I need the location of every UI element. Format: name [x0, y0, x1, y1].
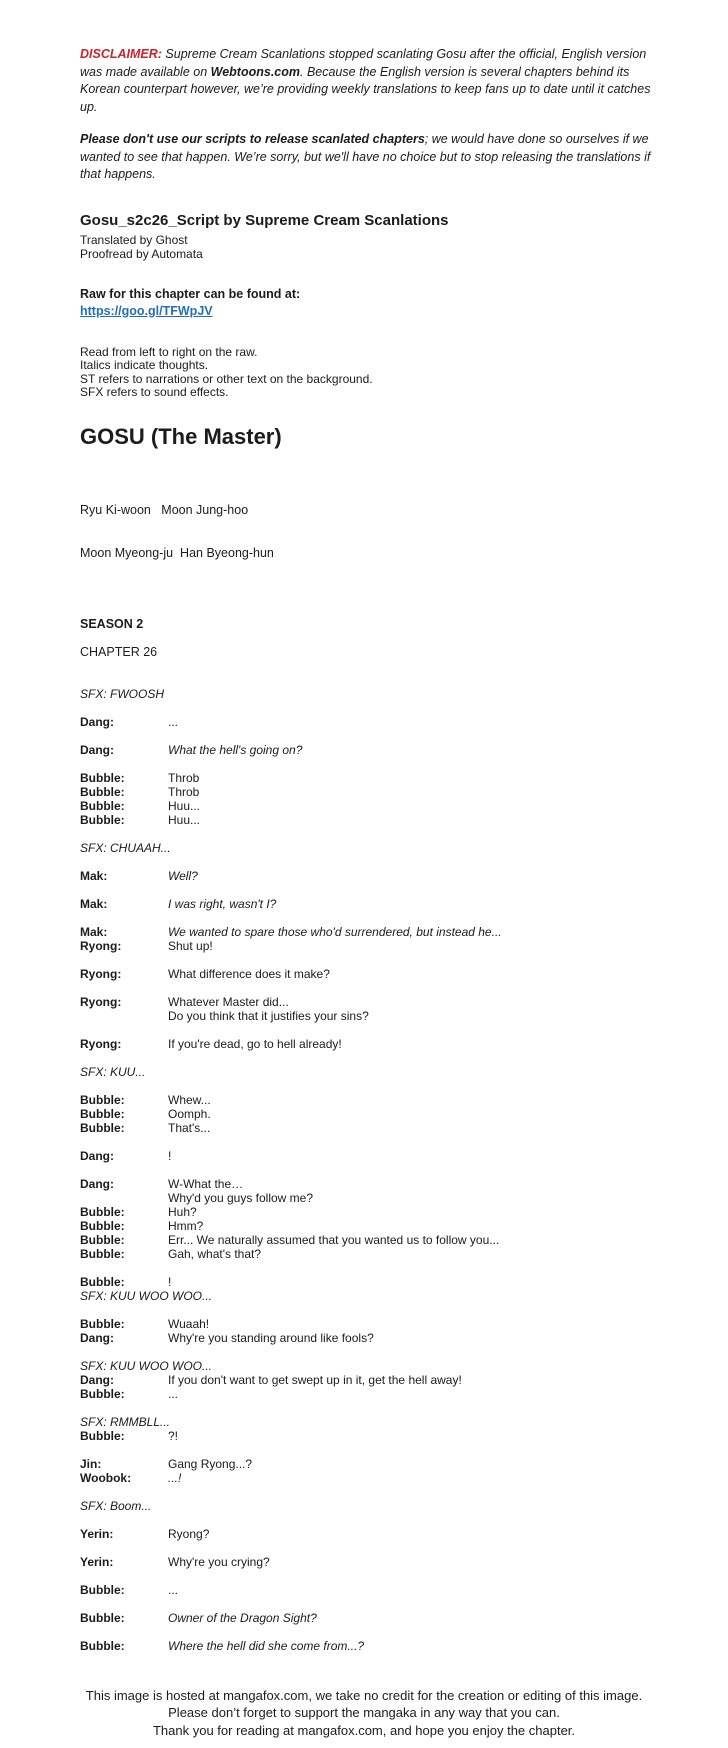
- script-header: [80, 212, 658, 262]
- script-group: [80, 925, 658, 953]
- dialogue-text: Wuaah!: [168, 1316, 210, 1331]
- dialogue-text: Throb: [168, 770, 200, 785]
- script-line: [80, 897, 658, 911]
- dialogue-text: Owner of the Dragon Sight?: [168, 1610, 317, 1625]
- disclaimer-text-b: . Because the English version is several chapters behind its Korean counterpart however, we’re providing weekly translations to keep fans up to date until it catches up.: [80, 64, 651, 114]
- script-group: [80, 1275, 658, 1303]
- sfx-line: SFX: CHUAAH...: [80, 840, 171, 855]
- dialogue-text: Hmm?: [168, 1218, 204, 1233]
- script-group: [80, 1499, 658, 1513]
- script-line: [80, 771, 658, 785]
- script-group: [80, 841, 658, 855]
- dialogue-text: ?!: [168, 1428, 179, 1443]
- speaker-label: Bubble:: [80, 1092, 125, 1107]
- dialogue-text: Gang Ryong...?: [168, 1456, 253, 1471]
- script-group: [80, 1065, 658, 1079]
- script-file-title: Gosu_s2c26_Script by Supreme Cream Scanlations: [80, 211, 449, 229]
- footer-support-line: Please don’t forget to support the mangaka in any way that you can.: [168, 1705, 560, 1720]
- script-line: [80, 743, 658, 757]
- speaker-label: Bubble:: [80, 1638, 125, 1653]
- dialogue-text: !: [168, 1148, 172, 1163]
- script-group: [80, 1359, 658, 1401]
- speaker-label: Bubble:: [80, 1218, 125, 1233]
- dialogue-text: Shut up!: [168, 938, 213, 953]
- speaker-label: Dang:: [80, 714, 114, 729]
- speaker-label: Mak:: [80, 896, 108, 911]
- sfx-line: SFX: KUU WOO WOO...: [80, 1288, 212, 1303]
- speaker-label: Yerin:: [80, 1526, 114, 1541]
- script-line: [80, 799, 658, 813]
- speaker-label: [80, 1009, 168, 1023]
- speaker-label: Bubble:: [80, 798, 125, 813]
- script-group: [80, 995, 658, 1023]
- script-group: [80, 1093, 658, 1135]
- script-line: [80, 995, 658, 1009]
- script-group: [80, 771, 658, 827]
- translator-credit: Translated by Ghost: [80, 232, 188, 247]
- speaker-label: Bubble:: [80, 812, 125, 827]
- script-line: [80, 1205, 658, 1219]
- authors-line-1: Ryu Ki-woon Moon Jung-hoo: [80, 502, 249, 517]
- raw-link-block: [80, 287, 658, 320]
- dialogue-text: Do you think that it justifies your sins?: [168, 1008, 369, 1023]
- dialogue-text: ...: [168, 1582, 179, 1597]
- dialogue-text: Why're you standing around like fools?: [168, 1330, 374, 1345]
- dialogue-text: W-What the…: [168, 1176, 244, 1191]
- script-body: [80, 687, 658, 1653]
- script-line: [80, 1555, 658, 1569]
- speaker-label: Bubble:: [80, 1106, 125, 1121]
- dialogue-text: Why'd you guys follow me?: [168, 1190, 314, 1205]
- disclaimer-paragraph: [80, 46, 658, 116]
- dialogue-text: Where the hell did she come from...?: [168, 1638, 365, 1653]
- speaker-label: Bubble:: [80, 1316, 125, 1331]
- speaker-label: Mak:: [80, 868, 108, 883]
- script-group: [80, 1415, 658, 1443]
- speaker-label: Bubble:: [80, 784, 125, 799]
- speaker-label: Bubble:: [80, 1428, 125, 1443]
- script-line: [80, 1639, 658, 1653]
- dialogue-text: Gah, what's that?: [168, 1246, 262, 1261]
- dialogue-text: Huh?: [168, 1204, 197, 1219]
- script-line: [80, 1471, 658, 1485]
- speaker-label: Dang:: [80, 1330, 114, 1345]
- hosting-footer: [0, 1687, 728, 1748]
- sfx-line: SFX: RMMBLL...: [80, 1414, 171, 1429]
- script-group: [80, 743, 658, 757]
- speaker-label: Bubble:: [80, 1204, 125, 1219]
- speaker-label: Jin:: [80, 1456, 102, 1471]
- script-group: [80, 1317, 658, 1345]
- dialogue-text: What difference does it make?: [168, 966, 330, 981]
- authors-block: [80, 474, 658, 590]
- speaker-label: Bubble:: [80, 1274, 125, 1289]
- speaker-label: Yerin:: [80, 1554, 114, 1569]
- speaker-label: Ryong:: [80, 938, 122, 953]
- season-label: SEASON 2: [80, 616, 144, 631]
- speaker-label: Ryong:: [80, 994, 122, 1009]
- speaker-label: Dang:: [80, 742, 114, 757]
- dialogue-text: If you don't want to get swept up in it, get the hell away!: [168, 1372, 462, 1387]
- script-line: [80, 939, 658, 953]
- speaker-label: Dang:: [80, 1148, 114, 1163]
- script-group: [80, 1555, 658, 1569]
- script-line: [80, 1429, 658, 1443]
- speaker-label: [80, 1191, 168, 1205]
- footer-thanks-line: Thank you for reading at mangafox.com, and hope you enjoy the chapter.: [152, 1722, 576, 1738]
- script-group: [80, 1527, 658, 1541]
- script-group: [80, 1457, 658, 1485]
- speaker-label: Bubble:: [80, 1120, 125, 1135]
- dialogue-text: Ryong?: [168, 1526, 210, 1541]
- reading-notes: [80, 346, 658, 400]
- dialogue-text: Huu...: [168, 798, 201, 813]
- script-group: [80, 1583, 658, 1597]
- script-line: [80, 1317, 658, 1331]
- script-line: [80, 869, 658, 883]
- raw-link[interactable]: https://goo.gl/TFWpJV: [80, 303, 213, 318]
- note-italics: Italics indicate thoughts.: [80, 358, 209, 372]
- speaker-label: Bubble:: [80, 1232, 125, 1247]
- chapter-label: CHAPTER 26: [80, 644, 158, 659]
- webtoons-bold-text: Webtoons.com: [210, 64, 300, 79]
- series-title: GOSU (The Master): [80, 423, 282, 449]
- sfx-line: SFX: Boom...: [80, 1498, 152, 1513]
- raw-label: Raw for this chapter can be found at:: [80, 286, 301, 301]
- script-line: [80, 715, 658, 729]
- dialogue-text: We wanted to spare those who'd surrendered, but instead he...: [168, 924, 502, 939]
- script-line: [80, 1247, 658, 1261]
- script-line: [80, 1177, 658, 1191]
- dialogue-text: Why're you crying?: [168, 1554, 270, 1569]
- script-group: [80, 1639, 658, 1653]
- script-group: [80, 1149, 658, 1163]
- speaker-label: Bubble:: [80, 770, 125, 785]
- script-line: [80, 1233, 658, 1247]
- dialogue-text: Whew...: [168, 1092, 211, 1107]
- script-line: [80, 813, 658, 827]
- dialogue-text: Oomph.: [168, 1106, 211, 1121]
- sfx-line: SFX: KUU...: [80, 1064, 146, 1079]
- sfx-line: SFX: KUU WOO WOO...: [80, 1358, 212, 1373]
- script-line: [80, 1191, 658, 1205]
- script-line: [80, 1373, 658, 1387]
- speaker-label: Woobok:: [80, 1470, 132, 1485]
- disclaimer-label: DISCLAIMER:: [80, 47, 162, 61]
- script-line: [80, 1037, 658, 1051]
- script-line: [80, 1527, 658, 1541]
- script-group: [80, 715, 658, 729]
- dialogue-text: Throb: [168, 784, 200, 799]
- note-read-direction: Read from left to right on the raw.: [80, 344, 258, 359]
- script-group: [80, 897, 658, 911]
- script-line: [80, 1093, 658, 1107]
- dialogue-text: I was right, wasn't I?: [168, 896, 277, 911]
- dialogue-text: If you're dead, go to hell already!: [168, 1036, 342, 1051]
- script-line: [80, 1219, 658, 1233]
- disclaimer-text-a: Supreme Cream Scanlations stopped scanlating Gosu after the official, English version was made available on: [80, 47, 647, 79]
- request-paragraph: [80, 131, 658, 184]
- speaker-label: Dang:: [80, 1372, 114, 1387]
- script-line: [80, 1457, 658, 1471]
- script-line: [80, 925, 658, 939]
- speaker-label: Bubble:: [80, 1386, 125, 1401]
- script-group: [80, 1177, 658, 1261]
- script-line: [80, 1387, 658, 1401]
- speaker-label: Ryong:: [80, 966, 122, 981]
- script-group: [80, 967, 658, 981]
- script-line: [80, 1107, 658, 1121]
- dialogue-text: !: [168, 1274, 172, 1289]
- sfx-line: SFX: FWOOSH: [80, 686, 164, 701]
- script-line: [80, 1009, 658, 1023]
- speaker-label: Dang:: [80, 1176, 114, 1191]
- script-group: [80, 869, 658, 883]
- script-line: [80, 967, 658, 981]
- speaker-label: Bubble:: [80, 1610, 125, 1625]
- request-bold-text: Please don't use our scripts to release scanlated chapters: [80, 132, 425, 146]
- speaker-label: Mak:: [80, 924, 108, 939]
- dialogue-text: Huu...: [168, 812, 201, 827]
- dialogue-text: Well?: [168, 868, 198, 883]
- speaker-label: Bubble:: [80, 1582, 125, 1597]
- script-group: [80, 1611, 658, 1625]
- dialogue-text: Whatever Master did...: [168, 994, 289, 1009]
- dialogue-text: ...: [168, 1386, 179, 1401]
- script-group: [80, 687, 658, 701]
- dialogue-text: What the hell's going on?: [168, 742, 303, 757]
- script-line: [80, 1583, 658, 1597]
- script-line: [80, 1275, 658, 1289]
- speaker-label: Bubble:: [80, 1246, 125, 1261]
- script-line: [80, 1331, 658, 1345]
- script-line: [80, 1149, 658, 1163]
- note-sfx: SFX refers to sound effects.: [80, 385, 229, 399]
- proofreader-credit: Proofread by Automata: [80, 247, 203, 261]
- request-text: ; we would have done so ourselves if we wanted to see that happen. We’re sorry, but we'll have no choice but to stop releasing the translations if that happens.: [80, 132, 651, 181]
- script-line: [80, 1121, 658, 1135]
- dialogue-text: That's...: [168, 1120, 211, 1135]
- dialogue-text: ...!: [168, 1470, 182, 1485]
- dialogue-text: Err... We naturally assumed that you wanted us to follow you...: [168, 1232, 500, 1247]
- note-st: ST refers to narrations or other text on the background.: [80, 371, 373, 386]
- dialogue-text: ...: [168, 714, 179, 729]
- script-line: [80, 785, 658, 799]
- authors-line-2: Moon Myeong-ju Han Byeong-hun: [80, 546, 274, 560]
- speaker-label: Ryong:: [80, 1036, 122, 1051]
- script-group: [80, 1037, 658, 1051]
- footer-hosted-line: This image is hosted at mangafox.com, we take no credit for the creation or editing of this image.: [85, 1687, 643, 1703]
- script-line: [80, 1611, 658, 1625]
